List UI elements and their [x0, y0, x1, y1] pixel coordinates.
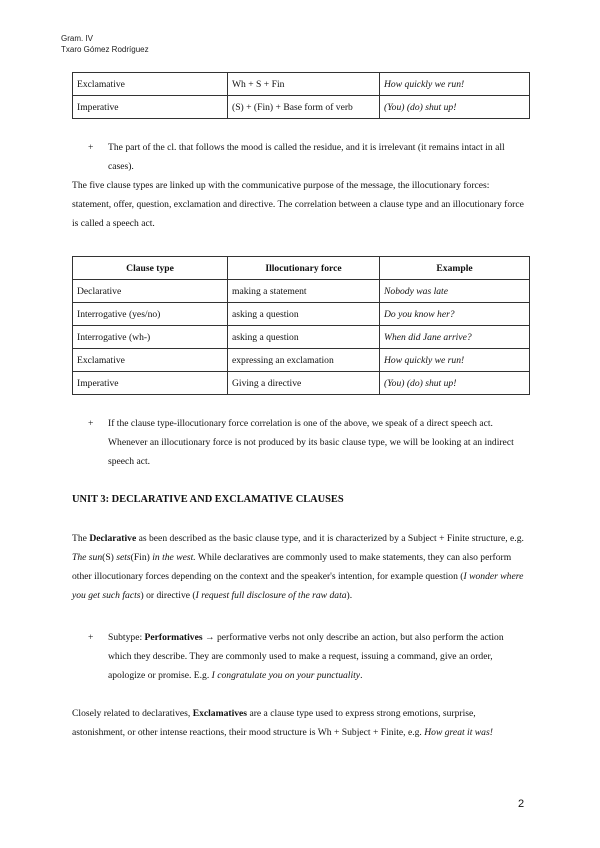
table-cell: (S) + (Fin) + Base form of verb [228, 96, 380, 119]
table-cell: Do you know her? [380, 303, 530, 326]
table-cell: Declarative [73, 280, 228, 303]
author-label: Txaro Gómez Rodríguez [61, 44, 149, 54]
bullet-mark: + [88, 632, 94, 643]
table-cell: How quickly we run! [380, 73, 530, 96]
bullet-text: If the clause type-illocutionary force correlation is one of the above, we speak of a direct speech act. Whenever an illocutionary force is not produced by its basic clause type, we will be looking at an indirect speech act. [108, 418, 514, 467]
term-declarative: Declarative [89, 533, 137, 544]
bullet-text: Subtype: Performatives → performative verbs not only describe an action, but also perform the action which they describe. They are commonly used to make a request, issuing a command, give an order, apologize or promise. E.g. I congratulate you on your punctuality. [108, 632, 504, 681]
table-cell: When did Jane arrive? [380, 326, 530, 349]
table-cell: Interrogative (yes/no) [73, 303, 228, 326]
column-header: Illocutionary force [228, 257, 380, 280]
table-cell: Imperative [73, 96, 228, 119]
table-cell: Wh + S + Fin [228, 73, 380, 96]
table-cell: expressing an exclamation [228, 349, 380, 372]
paragraph-speech-act: The five clause types are linked up with the communicative purpose of the message, the illocutionary forces: statement, offer, question, exclamation and directive. The correlation between a clause type and an illocutionary force is called a speech act. [72, 180, 524, 229]
paragraph-exclamative: Closely related to declaratives, Exclamatives are a clause type used to express strong emotions, surprise, astonishment, or other intense reactions, their mood structure is Wh + Subject + Finite, e.g. How great it was! [72, 708, 493, 738]
table-cell: Interrogative (wh-) [73, 326, 228, 349]
bullet-performatives [88, 628, 528, 685]
course-label: Gram. IV [61, 34, 94, 43]
table-cell: Exclamative [73, 349, 228, 372]
table-row [73, 303, 530, 326]
clause-type-table [72, 256, 530, 395]
table-cell: asking a question [228, 303, 380, 326]
table-cell: asking a question [228, 326, 380, 349]
bullet-direct-speech-act [88, 414, 528, 471]
column-header: Example [380, 257, 530, 280]
top-table [72, 72, 530, 119]
table-row [73, 280, 530, 303]
table-header-row [73, 257, 530, 280]
table-cell: Nobody was late [380, 280, 530, 303]
column-header: Clause type [73, 257, 228, 280]
table-row [73, 372, 530, 395]
table-cell: How quickly we run! [380, 349, 530, 372]
table-row [73, 73, 530, 96]
table-row [73, 326, 530, 349]
table-row [73, 349, 530, 372]
table-cell: Imperative [73, 372, 228, 395]
bullet-residue [88, 138, 528, 176]
table-cell: making a statement [228, 280, 380, 303]
page-header [61, 34, 149, 55]
page-number: 2 [518, 798, 525, 810]
table-row [73, 96, 530, 119]
bullet-mark: + [88, 418, 94, 429]
table-cell: Giving a directive [228, 372, 380, 395]
table-cell: (You) (do) shut up! [380, 372, 530, 395]
table-cell: (You) (do) shut up! [380, 96, 530, 119]
bullet-text: The part of the cl. that follows the mood is called the residue, and it is irrelevant (it remains intact in all cases). [108, 142, 505, 172]
bullet-mark: + [88, 142, 94, 153]
unit-heading: UNIT 3: DECLARATIVE AND EXCLAMATIVE CLAUSES [72, 494, 344, 505]
term-exclamatives: Exclamatives [192, 708, 248, 719]
term-performatives: Performatives [144, 632, 203, 643]
paragraph-declarative: The Declarative as been described as the basic clause type, and it is characterized by a Subject + Finite structure, e.g. The sun(S) sets(Fin) in the west. While declaratives are commonly used to make statements, they can also perform other illocutionary forces depending on the context and the speaker's intention, for example question (I wonder where you get such facts) or directive (I request full disclosure of the raw data). [72, 533, 524, 601]
table-cell: Exclamative [73, 73, 228, 96]
